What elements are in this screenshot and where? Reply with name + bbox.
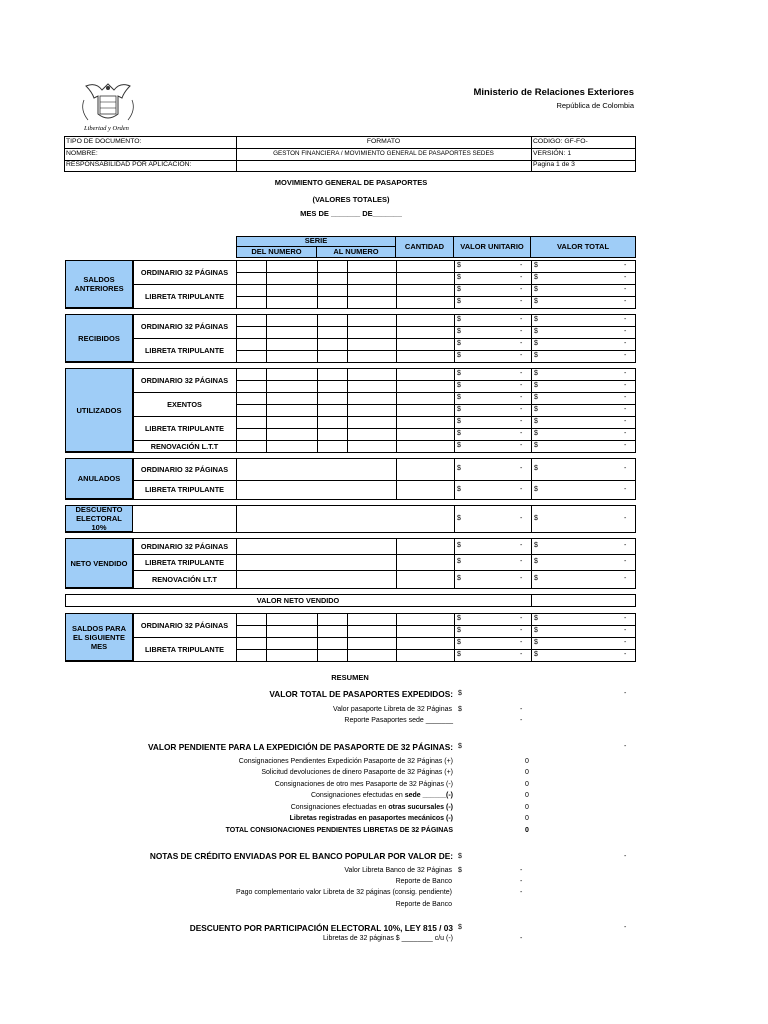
section-utilizados-r6-money-2: $ [534,442,538,449]
section-recibidos-r2-money-3: - [624,340,627,347]
grid-line [454,505,455,532]
grid-line [236,404,636,405]
consig-sucursales-value: 0 [525,804,529,811]
section-recibidos-r3-money-1: - [520,352,523,359]
section-utilizados-r3-money-3: - [624,406,627,413]
descuento-participacion: DESCUENTO POR PARTICIPACIÓN ELECTORAL 10%, LEY 815 / 03 [189,923,453,933]
pago-complementario: Pago complementario valor Libreta de 32 páginas (consig. pendiente) [236,889,452,896]
item-saldos-ordinario: ORDINARIO 32 PÁGINAS [140,267,229,277]
section-saldos-siguiente-r3-money-1: - [520,651,523,658]
descuento-money-2: $ [534,515,538,522]
grid-line [396,538,397,588]
section-utilizados-r0-money-3: - [624,370,627,377]
section-utilizados-r3-money-2: $ [534,406,538,413]
grid-line [531,458,532,499]
section-recibidos-r0-money-0: $ [457,316,461,323]
grid-line [236,272,636,273]
consig-line-2: Solicitud devoluciones de dinero Pasaporte de 32 Páginas (+) [261,769,453,776]
section-saldos-siguiente-r3-money-3: - [624,651,627,658]
section-saldos-siguiente-r2-money-3: - [624,639,627,646]
group-anulados: ANULADOS [65,458,133,499]
section-recibidos-r1-money-3: - [624,328,627,335]
grid-line [236,458,237,499]
valor-libreta-banco: Valor Libreta Banco de 32 Páginas [344,867,452,874]
grid-line [236,625,636,626]
section-neto-vendido-r0-money-3: - [624,542,627,549]
header-valor-total: VALOR TOTAL [531,236,636,258]
section-saldos-anteriores-r2-money-0: $ [457,286,461,293]
section-saldos-anteriores-r3-money-0: $ [457,298,461,305]
section-saldos-anteriores-r1-money-2: $ [534,274,538,281]
grid-line [236,538,237,588]
section-saldos-siguiente-r1-money-1: - [520,627,523,634]
section-utilizados-r6-money-3: - [624,442,627,449]
info-responsibility-label: RESPONSABILIDAD POR APLICACIÓN: [66,161,192,168]
libretas-mecanicos: Libretas registradas en pasaportes mecánicos (-) [289,815,453,822]
consig-sede [311,792,453,799]
item-anulados-libreta: LIBRETA TRIPULANTE [144,485,225,494]
resumen-valor-total: VALOR TOTAL DE PASAPORTES EXPEDIDOS: [269,689,453,699]
grid-line [236,380,636,381]
valor-libreta-banco-dash: - [520,867,523,874]
libretas-cu-dash: - [520,935,523,942]
consig-line-3: Consignaciones de otro mes Pasaporte de 32 Páginas (-) [274,781,453,788]
item-recibidos-ordinario: ORDINARIO 32 PÁGINAS [140,321,229,331]
section-anulados-r1-money-3: - [624,486,627,493]
grid-line [531,594,532,606]
section-utilizados-r0-money-2: $ [534,370,538,377]
section-saldos-anteriores-r2-money-2: $ [534,286,538,293]
section-recibidos-r2-money-2: $ [534,340,538,347]
section-utilizados-r1-money-0: $ [457,382,461,389]
section-utilizados-r0-money-0: $ [457,370,461,377]
info-code: CODIGO: GF-FO- [533,138,588,145]
section-saldos-anteriores-r0-money-2: $ [534,262,538,269]
motto: Libertad y Orden [84,125,129,132]
libretas-cu: Libretas de 32 páginas $ ________ c/u (-) [323,935,453,942]
section-anulados-r0-money-2: $ [534,465,538,472]
section-neto-vendido-r1-money-2: $ [534,558,538,565]
descuento-money-1: - [520,515,523,522]
resumen-valor-libreta: Valor pasaporte Libreta de 32 Páginas [333,706,452,713]
section-neto-vendido-r2-money-3: - [624,575,627,582]
info-page: Pagina 1 de 3 [533,161,575,168]
section-utilizados-r5-money-1: - [520,430,523,437]
resumen-valor-total-dash: - [624,690,627,697]
grid-line [531,505,532,532]
ministry-name: Ministerio de Relaciones Exteriores [473,87,634,98]
section-saldos-siguiente-r1-money-0: $ [457,627,461,634]
section-neto-vendido-r2-money-1: - [520,575,523,582]
grid-line [236,649,636,650]
section-utilizados-r4-money-1: - [520,418,523,425]
section-saldos-siguiente-r2-money-2: $ [534,639,538,646]
section-utilizados-r2-money-3: - [624,394,627,401]
section-saldos-anteriores-r1-money-0: $ [457,274,461,281]
item-utilizados-renovacion: RENOVACIÓN L.T.T [150,441,219,451]
section-utilizados-r4-money-3: - [624,418,627,425]
section-saldos-siguiente-r1-money-3: - [624,627,627,634]
header-serie: SERIE [236,236,396,247]
item-utilizados-exentos: EXENTOS [167,399,202,409]
group-utilizados: UTILIZADOS [65,368,133,452]
group-saldos-siguiente: SALDOS PARA EL SIGUIENTE MES [65,613,133,661]
consig-sede-text: Consignaciones efectudas en [310,792,405,799]
item-neto-ordinario: ORDINARIO 32 PÁGINAS [140,541,229,551]
item-siguiente-libreta: LIBRETA TRIPULANTE [144,644,225,654]
resumen-pendiente-sign: $ [458,743,462,750]
section-saldos-anteriores-r0-money-0: $ [457,262,461,269]
resumen-pendiente: VALOR PENDIENTE PARA LA EXPEDICIÓN DE PASAPORTE DE 32 PÁGINAS: [147,742,453,752]
group-recibidos: RECIBIDOS [65,314,133,362]
section-neto-vendido-r0-money-2: $ [534,542,538,549]
consig-suc-text: Consignaciones efectuadas en [290,804,389,811]
section-utilizados-r1-money-2: $ [534,382,538,389]
grid-line [236,350,636,351]
reporte-banco-1-dash: - [520,878,523,885]
section-utilizados-r1-money-3: - [624,382,627,389]
section-saldos-siguiente-r0-money-3: - [624,615,627,622]
item-recibidos-libreta: LIBRETA TRIPULANTE [144,345,225,355]
notas-credito-dash: - [624,853,627,860]
group-descuento-electoral: DESCUENTO ELECTORAL 10% [65,505,133,532]
section-saldos-siguiente-r3-money-0: $ [457,651,461,658]
valor-neto-vendido-label: VALOR NETO VENDIDO [256,595,340,605]
section-saldos-siguiente-r3-money-2: $ [534,651,538,658]
section-saldos-siguiente-r0-money-1: - [520,615,523,622]
section-neto-vendido-r1-money-1: - [520,558,523,565]
section-neto-vendido-r1-money-3: - [624,558,627,565]
reporte-banco-2: Reporte de Banco [395,901,452,908]
pago-complementario-dash: - [520,889,523,896]
section-recibidos-r0-money-2: $ [534,316,538,323]
section-utilizados-r2-money-0: $ [457,394,461,401]
section-recibidos-r3-money-2: $ [534,352,538,359]
section-saldos-siguiente-r2-money-0: $ [457,639,461,646]
item-anulados-ordinario: ORDINARIO 32 PÁGINAS [140,464,229,474]
consig-sede-value: 0 [525,792,529,799]
info-version: VERSIÓN: 1 [533,150,572,157]
section-saldos-anteriores-r2-money-3: - [624,286,627,293]
consig-sede-bold: sede ______(-) [404,792,453,799]
section-utilizados-r5-money-0: $ [457,430,461,437]
section-saldos-anteriores-r0-money-3: - [624,262,627,269]
libretas-mecanicos-value: 0 [525,815,529,822]
item-neto-renovacion: RENOVACIÓN LT.T [152,574,217,584]
section-anulados-r1-money-1: - [520,486,523,493]
resumen-valor-libreta-sign: $ [458,706,462,713]
grid-line [531,538,532,588]
resumen-valor-libreta-dash: - [520,706,523,713]
section-anulados-r1-money-0: $ [457,486,461,493]
section-utilizados-r4-money-0: $ [457,418,461,425]
consig-line-1: Consignaciones Pendientes Expedición Pasaporte de 32 Páginas (+) [238,758,453,765]
section-utilizados-r3-money-0: $ [457,406,461,413]
section-neto-vendido-r1-money-0: $ [457,558,461,565]
section-anulados-r1-money-2: $ [534,486,538,493]
section-utilizados-r2-money-2: $ [534,394,538,401]
coat-of-arms-emblem [78,80,138,126]
grid-line [454,458,455,499]
descuento-money-3: - [624,515,627,522]
section-utilizados-r6-money-1: - [520,442,523,449]
doc-month: MES DE _______ DE_______ [300,209,402,218]
resumen-pendiente-dash: - [624,743,627,750]
group-saldos-anteriores: SALDOS ANTERIORES [65,260,133,308]
descuento-participacion-sign: $ [458,924,462,931]
info-name-value: GESTON FINANCIERA / MOVIMIENTO GENERAL DE PASAPORTES SEDES [273,150,494,157]
item-neto-libreta: LIBRETA TRIPULANTE [144,557,225,567]
total-consignaciones-value: 0 [525,827,529,834]
section-neto-vendido-r0-money-1: - [520,542,523,549]
section-recibidos-r1-money-0: $ [457,328,461,335]
section-recibidos-r0-money-1: - [520,316,523,323]
section-recibidos-r1-money-2: $ [534,328,538,335]
section-utilizados-r5-money-2: $ [534,430,538,437]
section-saldos-anteriores-r3-money-3: - [624,298,627,305]
grid-line [236,428,636,429]
info-doc-type-value: FORMATO [366,138,401,145]
doc-title: MOVIMIENTO GENERAL DE PASAPORTES [274,178,428,187]
section-saldos-siguiente-r2-money-1: - [520,639,523,646]
section-recibidos-r1-money-1: - [520,328,523,335]
section-utilizados-r1-money-1: - [520,382,523,389]
section-saldos-anteriores-r3-money-1: - [520,298,523,305]
section-neto-vendido-r0-money-0: $ [457,542,461,549]
grid-line [236,296,636,297]
section-saldos-anteriores-r1-money-1: - [520,274,523,281]
grid-line [454,538,455,588]
item-utilizados-libreta: LIBRETA TRIPULANTE [144,423,225,433]
consig-line-2-value: 0 [525,769,529,776]
descuento-participacion-dash: - [624,924,627,931]
section-utilizados-r6-money-0: $ [457,442,461,449]
section-recibidos-r2-money-0: $ [457,340,461,347]
notas-credito-sign: $ [458,853,462,860]
descuento-money-0: $ [457,515,461,522]
header-cantidad: CANTIDAD [396,236,454,258]
section-recibidos-r3-money-0: $ [457,352,461,359]
total-consignaciones: TOTAL CONSIONACIONES PENDIENTES LIBRETAS DE 32 PÁGINAS [225,827,453,834]
section-saldos-anteriores-r3-money-2: $ [534,298,538,305]
section-anulados-r0-money-0: $ [457,465,461,472]
section-saldos-siguiente-r0-money-2: $ [534,615,538,622]
section-saldos-siguiente-r0-money-0: $ [457,615,461,622]
doc-subtitle: (VALORES TOTALES) [312,195,390,204]
grid-line [236,326,636,327]
header-al-numero: AL NUMERO [317,247,396,258]
grid-line [236,505,237,532]
section-saldos-siguiente-r1-money-2: $ [534,627,538,634]
section-utilizados-r0-money-1: - [520,370,523,377]
resumen-reporte-sede: Reporte Pasaportes sede _______ [344,717,453,724]
section-anulados-r0-money-3: - [624,465,627,472]
consig-line-1-value: 0 [525,758,529,765]
resumen-valor-total-sign: $ [458,690,462,697]
section-utilizados-r3-money-1: - [520,406,523,413]
section-utilizados-r4-money-2: $ [534,418,538,425]
section-descuento [65,505,636,533]
section-anulados-r0-money-1: - [520,465,523,472]
notas-credito: NOTAS DE CRÉDITO ENVIADAS POR EL BANCO POPULAR POR VALOR DE: [149,851,453,861]
resumen-reporte-sede-dash: - [520,717,523,724]
header-del-numero: DEL NUMERO [236,247,317,258]
section-saldos-anteriores-r1-money-3: - [624,274,627,281]
reporte-banco-1: Reporte de Banco [395,878,452,885]
section-utilizados-r5-money-3: - [624,430,627,437]
section-recibidos-r3-money-3: - [624,352,627,359]
resumen-title: RESUMEN [331,673,369,682]
consig-sucursales [291,804,453,811]
consig-line-3-value: 0 [525,781,529,788]
info-doc-type-label: TIPO DE DOCUMENTO: [66,138,142,145]
info-name-label: NOMBRE: [66,150,98,157]
grid-line [396,458,397,499]
item-saldos-libreta: LIBRETA TRIPULANTE [144,291,225,301]
section-neto-vendido-r2-money-2: $ [534,575,538,582]
consig-suc-bold: otras sucursales (-) [388,804,453,811]
section-saldos-anteriores-r2-money-1: - [520,286,523,293]
valor-libreta-banco-sign: $ [458,867,462,874]
item-siguiente-ordinario: ORDINARIO 32 PÁGINAS [140,620,229,630]
item-utilizados-ordinario: ORDINARIO 32 PÁGINAS [140,375,229,385]
group-neto-vendido: NETO VENDIDO [65,538,133,588]
section-utilizados-r2-money-1: - [520,394,523,401]
section-saldos-anteriores-r0-money-1: - [520,262,523,269]
republic-name: República de Colombia [556,101,634,110]
header-valor-unitario: VALOR UNITARIO [454,236,531,258]
section-recibidos-r2-money-1: - [520,340,523,347]
section-neto-vendido-r2-money-0: $ [457,575,461,582]
section-recibidos-r0-money-3: - [624,316,627,323]
